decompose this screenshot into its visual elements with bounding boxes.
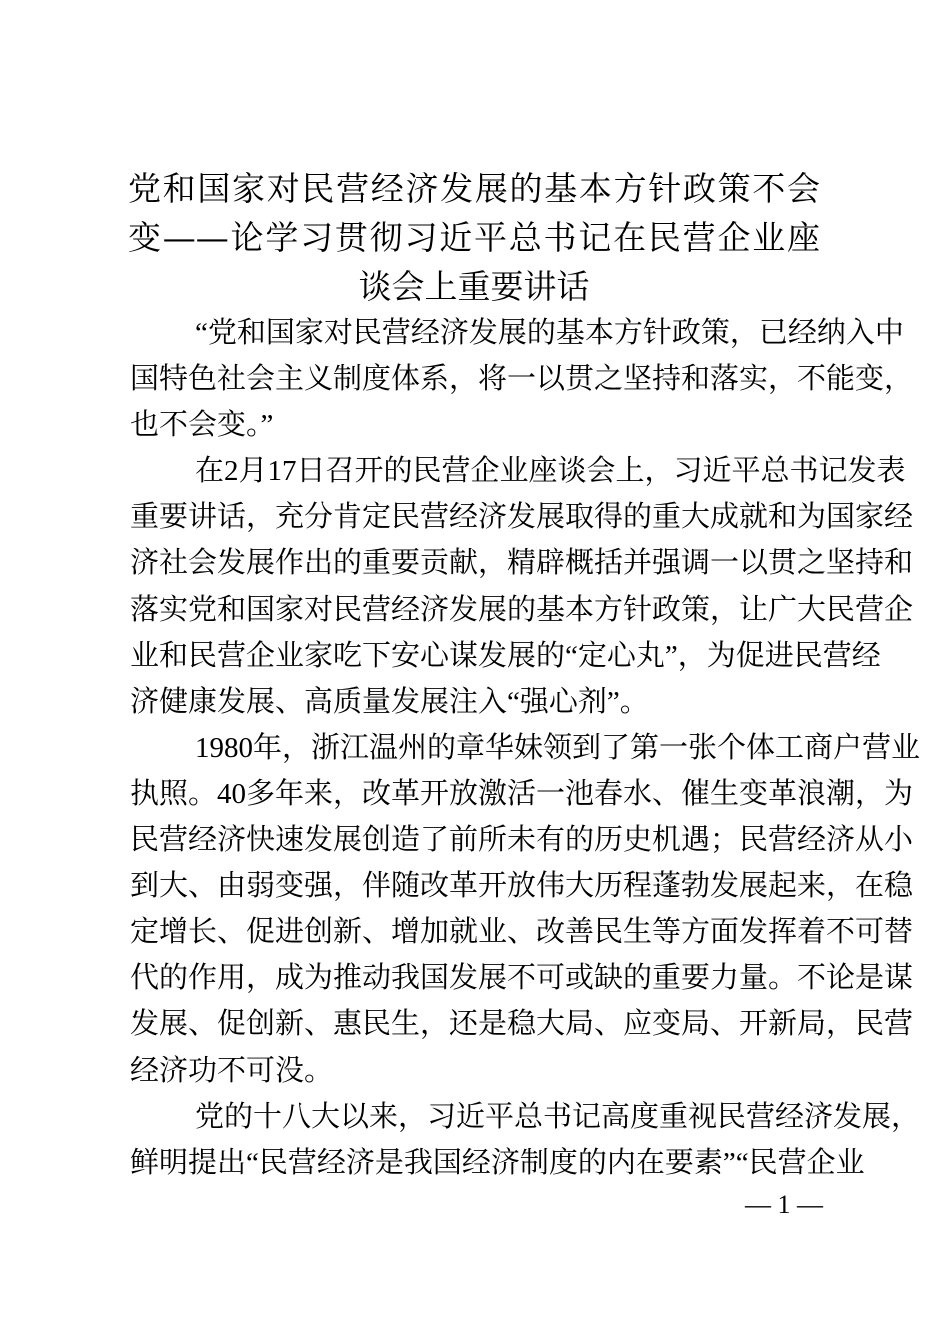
paragraph-line: 1980年，浙江温州的章华妹领到了第一张个体工商户营业 [195,731,921,764]
paragraph-line: 落实党和国家对民营经济发展的基本方针政策，让广大民营企 [130,593,914,626]
paragraph-line: 发展、促创新、惠民生，还是稳大局、应变局、开新局，民营 [130,1008,914,1041]
title-line: 党和国家对民营经济发展的基本方针政策不会 [128,169,820,208]
paragraph-line: 经济功不可没。 [130,1054,334,1087]
paragraph-line: 在2月17日召开的民营企业座谈会上，习近平总书记发表 [195,455,906,488]
page-number: — 1 — [745,1190,823,1219]
paragraph-line: 济社会发展作出的重要贡献，精辟概括并强调一以贯之坚持和 [130,547,914,580]
paragraph-line: 国特色社会主义制度体系，将一以贯之坚持和落实，不能变， [130,363,914,396]
paragraph-line: 到大、由弱变强，伴随改革开放伟大历程蓬勃发展起来，在稳 [130,870,914,903]
paragraph-line: 重要讲话，充分肯定民营经济发展取得的重大成就和为国家经 [130,501,914,534]
paragraph-line: 济健康发展、高质量发展注入“强心剂”。 [130,685,649,718]
paragraph-line: 也不会变。” [130,409,274,442]
title-line: 谈会上重要讲话 [358,267,590,306]
paragraph-line: 民营经济快速发展创造了前所未有的历史机遇；民营经济从小 [130,824,914,857]
paragraph-line: 定增长、促进创新、增加就业、改善民生等方面发挥着不可替 [130,916,914,949]
paragraph-line: 鲜明提出“民营经济是我国经济制度的内在要素”“民营企业 [130,1146,865,1179]
paragraph-line: 业和民营企业家吃下安心谋发展的“定心丸”，为促进民营经 [130,639,881,672]
paragraph-line: 代的作用，成为推动我国发展不可或缺的重要力量。不论是谋 [130,962,914,995]
document-body [130,310,921,1186]
paragraph-line: 执照。40多年来，改革开放激活一池春水、催生变革浪潮，为 [130,777,914,810]
title-line: 变——论学习贯彻习近平总书记在民营企业座 [128,218,820,257]
paragraph-line: 党的十八大以来，习近平总书记高度重视民营经济发展， [195,1100,921,1133]
document-title [128,164,820,311]
paragraph-line: “党和国家对民营经济发展的基本方针政策，已经纳入中 [195,317,904,349]
